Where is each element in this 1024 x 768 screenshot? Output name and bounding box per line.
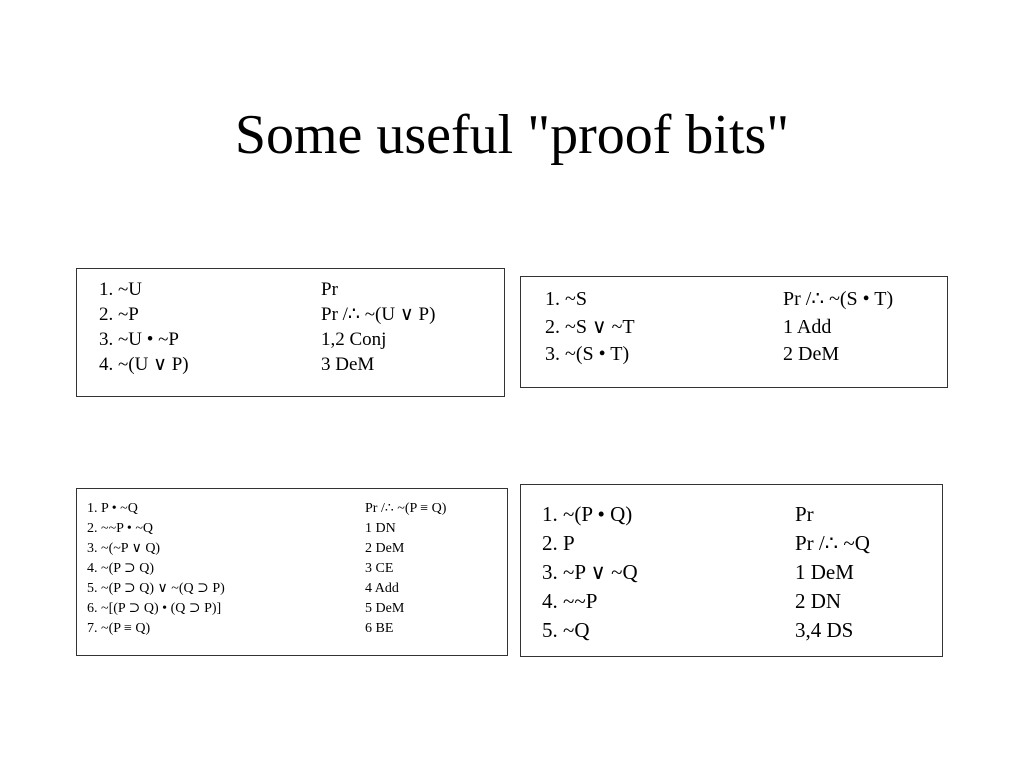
proof-box-2 (520, 276, 948, 388)
proof-line: 4. ~~P (542, 589, 598, 613)
proof-line: 5. ~(P ⊃ Q) ∨ ~(Q ⊃ P) (87, 581, 225, 596)
proof-line: 5. ~Q (542, 618, 590, 642)
proof-line: 1. P • ~Q (87, 501, 138, 516)
proof-justification: 6 BE (365, 621, 394, 636)
proof-line: 2. ~~P • ~Q (87, 521, 154, 536)
proof-justification: 2 DeM (783, 343, 840, 365)
proof-line: 1. ~(P • Q) (542, 502, 633, 526)
proof-justification: Pr /∴ ~Q (795, 531, 870, 555)
proof-justification: 1 DN (365, 521, 396, 536)
slide-title: Some useful "proof bits" (234, 104, 790, 166)
proof-line: 4. ~(U ∨ P) (99, 354, 189, 375)
proof-justification: Pr (321, 279, 338, 300)
proof-justification: 5 DeM (365, 601, 405, 616)
proof-line: 6. ~[(P ⊃ Q) • (Q ⊃ P)] (87, 601, 222, 616)
proof-justification: 1 DeM (795, 560, 854, 584)
proof-box-3 (76, 488, 508, 656)
proof-line: 1. ~U (99, 279, 143, 300)
proof-line: 3. ~(S • T) (545, 343, 630, 365)
proof-line: 7. ~(P ≡ Q) (87, 621, 151, 636)
proof-justification: 3 DeM (321, 354, 375, 375)
proof-justification: 2 DN (795, 589, 842, 613)
proof-justification: Pr /∴ ~(P ≡ Q) (365, 501, 447, 516)
proof-line: 1. ~S (545, 288, 587, 310)
proof-justification: 1 Add (783, 316, 832, 338)
proof-line: 2. P (542, 531, 575, 555)
proof-justification: 1,2 Conj (321, 329, 387, 350)
proof-box-1 (76, 268, 505, 397)
proof-justification: 4 Add (365, 581, 399, 596)
proof-box-4 (520, 484, 943, 657)
proof-justification: 2 DeM (365, 541, 405, 556)
proof-line: 2. ~P (99, 304, 139, 325)
proof-line: 3. ~(~P ∨ Q) (87, 541, 161, 556)
proof-line: 3. ~U • ~P (99, 329, 179, 350)
proof-line: 2. ~S ∨ ~T (545, 316, 635, 338)
proof-justification: Pr (795, 502, 814, 526)
proof-justification: 3,4 DS (795, 618, 854, 642)
proof-line: 4. ~(P ⊃ Q) (87, 561, 155, 576)
proof-justification: Pr /∴ ~(U ∨ P) (321, 304, 436, 325)
proof-line: 3. ~P ∨ ~Q (542, 560, 638, 584)
proof-justification: Pr /∴ ~(S • T) (783, 288, 894, 310)
proof-justification: 3 CE (365, 561, 394, 576)
